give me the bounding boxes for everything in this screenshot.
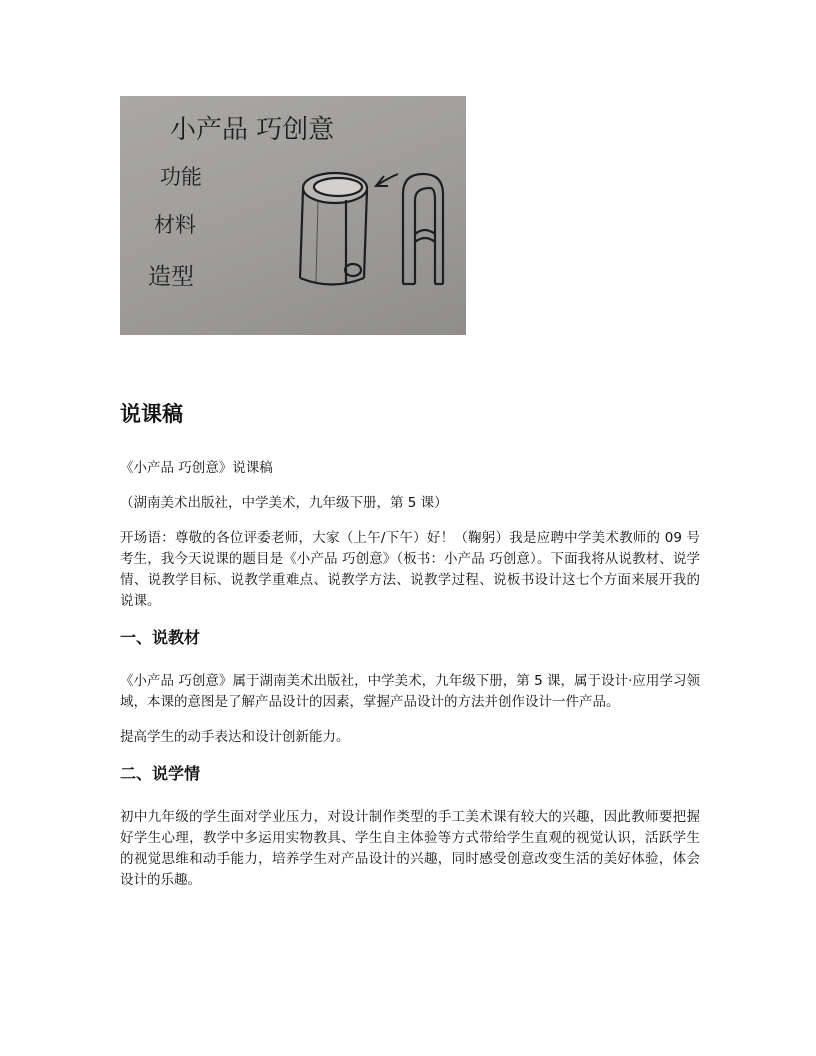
document-heading: 说课稿	[120, 402, 183, 426]
sketch-label-function: 功能	[160, 165, 202, 189]
arrow-icon	[376, 174, 398, 186]
section-heading-students: 二、说学情	[120, 764, 201, 783]
cylinder-sketch-icon	[300, 173, 367, 285]
sketch-label-material: 材料	[154, 213, 196, 237]
sketch-label-shape: 造型	[148, 264, 194, 290]
publisher-info: （湖南美术出版社，中学美术，九年级下册，第 5 课）	[120, 495, 448, 511]
lesson-title: 《小产品 巧创意》说课稿	[120, 460, 273, 476]
intro-paragraph: 开场语：尊敬的各位评委老师，大家（上午/下午）好！（鞠躬）我是应聘中学美术教师的 09 号考生，我今天说课的题目是《小产品 巧创意》（板书：小产品 巧创意）。下面我将从说教材、说学情、说教学目标、说教学重难点、说教学方法、说教学过程、说板书设计这七个方面来展开我的说课。	[120, 530, 700, 609]
sketch-title: 小产品 巧创意	[170, 115, 335, 145]
section-heading-textbook: 一、说教材	[120, 628, 201, 647]
document-body	[120, 398, 700, 905]
textbook-paragraph: 《小产品 巧创意》属于湖南美术出版社，中学美术，九年级下册，第 5 课，属于设计·应用学习领域，本课的意图是了解产品设计的因素，掌握产品设计的方法并创作设计一件产品。	[120, 673, 700, 710]
sketch-photo	[120, 96, 466, 335]
students-paragraph: 初中九年级的学生面对学业压力，对设计制作类型的手工美术课有较大的兴趣，因此教师要把握好学生心理，教学中多运用实物教具、学生自主体验等方式带给学生直观的视觉认识，活跃学生的视觉思维和动手能力，培养学生对产品设计的兴趣，同时感受创意改变生活的美好体验，体会设计的乐趣。	[120, 809, 700, 888]
textbook-goal-paragraph: 提高学生的动手表达和设计创新能力。	[120, 729, 350, 745]
half-cylinder-sketch-icon	[403, 174, 443, 284]
sketch-drawing	[120, 96, 466, 335]
